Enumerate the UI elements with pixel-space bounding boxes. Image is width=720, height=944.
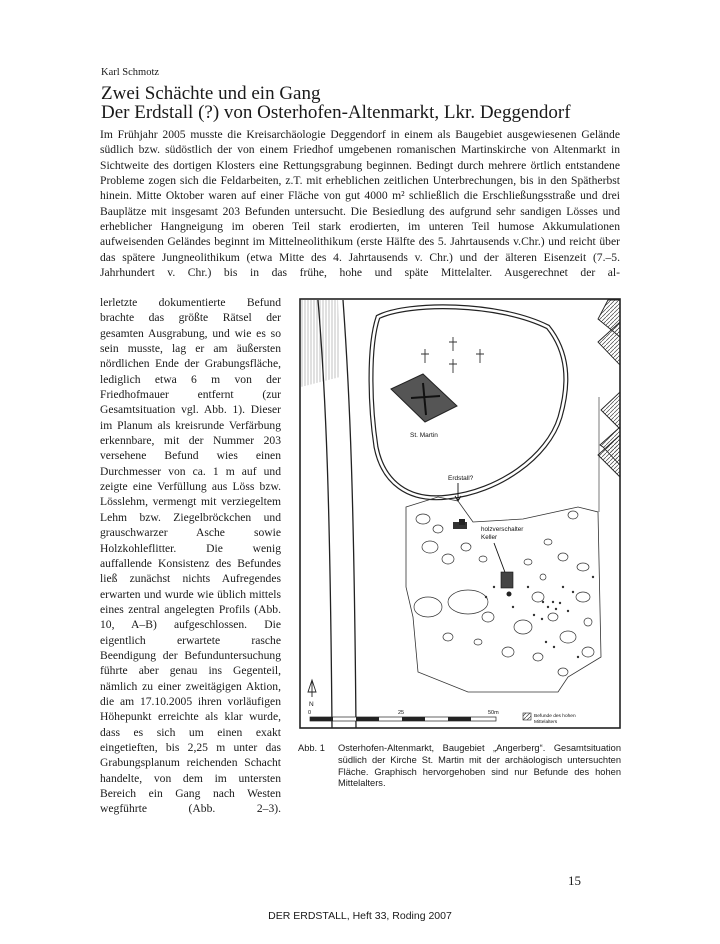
column-paragraph: lerletzte dokumentierte Befund brachte das größte Rätsel der gesamten Ausgrabung, und wie es so sein musste, lag er am äußersten nördlichen Ende der Grabungsfläche, lediglich etwa 6 m von der Friedhofmauer entfernt (zur Gesamtsituation vgl. Abb. 1). Dieser im Planum als kreisrunde Verfärbung erkennbare, mit der Nummer 203 versehene Befund wies einen Durchmesser von ca. 1 m auf und zeigte eine Verfüllung aus Löss bzw. Lösslehm, vermengt mit verziegeltem Lehm bzw. Ziegelbröckchen und grauschwarzer Asche sowie Holzkohleflitter. Die wenig auffallende Konsistenz des Befundes ließ zunächst nichts Aufregendes erwarten und wurde wie üblich mittels eines zentral angelegten Profils (Abb. 10, A–B) aufgeschlossen. Die eigentlich erwartete rasche Beendigung der Befunduntersuchung führte aber genau ins Gegenteil, nämlich zu einer zweitägigen Aktion, die am 17.10.2005 ihren vorläufigen Höhepunkt erreichte als klar wurde, dass es sich um einen exakt eingetieften, bis 2,25 m unter das Grabungsplanum reichenden Schacht handelte, von dem im untersten Bereich ein Gang nach Westen wegführte (Abb. 2–3). (100, 296, 281, 816)
lead-paragraph: Im Frühjahr 2005 musste die Kreisarchäologie Deggendorf in einem als Baugebiet ausgewiesenen Gelände südlich bzw. südöstlich der von einem Friedhof umgebenen romanischen Martinskirche von Altenmarkt in Sichtweite des dortigen Klosters eine Rettungsgrabung beginnen. Bedingt durch mehrere örtlich entstandene Probleme zogen sich die Feldarbeiten, z.T. mit erheblichen zeitlichen Unterbrechungen, bis in den Spätherbst hinein. Mitte Oktober waren auf einer Fläche von gut 4000 m² schließlich die Erschließungsstraße und drei Bauplätze mit insgesamt 203 Befunden untersucht. Die Besiedlung des aufgrund sehr sandigen Lösses und erheblicher Hangneigung im oberen Teil stark erodierten, im unteren Teil humose Akkumulationen aufweisenden Geländes beginnt im Mittelneolithikum (erste Hälfte des 5. Jahrtausends v.Chr.) und reicht über das spätere Jungneolithikum (etwa Mitte des 4. Jahrtausends v. Chr.) und der älteren Eisenzeit (7.–5. Jahrhundert v. Chr.) bis in das frühe, hohe und späte Mittelalter. Ausgerechnet der al- (100, 128, 620, 280)
erdstall-label: Erdstall? (448, 475, 474, 482)
cellar-label-2: Keller (481, 534, 498, 541)
road-strip (301, 300, 340, 387)
page-number: 15 (568, 873, 581, 888)
legend-swatch (523, 713, 531, 720)
scale-bar (310, 717, 496, 721)
scale-label-50: 50m (488, 710, 499, 716)
site-map-figure (298, 297, 623, 732)
author-name: Karl Schmotz (101, 67, 160, 78)
footer-citation: DER ERDSTALL, Heft 33, Roding 2007 (268, 910, 452, 922)
legend-line-1: Befunde des hohen (534, 714, 576, 719)
cellar-feature (501, 572, 513, 588)
title-line-1: Zwei Schächte und ein Gang (101, 83, 321, 104)
figure-number: Abb. 1 (298, 743, 325, 753)
north-label: N (309, 701, 314, 708)
map-frame (300, 299, 620, 728)
scale-label-0: 0 (308, 710, 312, 716)
scale-label-25: 25 (398, 710, 405, 716)
title-line-2: Der Erdstall (?) von Osterhofen-Altenmarkt, Lkr. Deggendorf (101, 102, 571, 123)
cellar-label-1: holzverschalter (481, 526, 524, 533)
article-title (101, 84, 621, 122)
legend-line-2: Mittelalters (534, 720, 558, 725)
figure-caption (298, 743, 621, 790)
church-label: St. Martin (410, 432, 438, 439)
figure-caption-text: Osterhofen-Altenmarkt, Baugebiet „Angerberg“. Gesamtsituation südlich der Kirche St. Martin mit der archäologisch untersuchten Fläche. Graphisch hervorgehoben sind nur Befunde des hohen Mittelalters. (338, 743, 621, 789)
